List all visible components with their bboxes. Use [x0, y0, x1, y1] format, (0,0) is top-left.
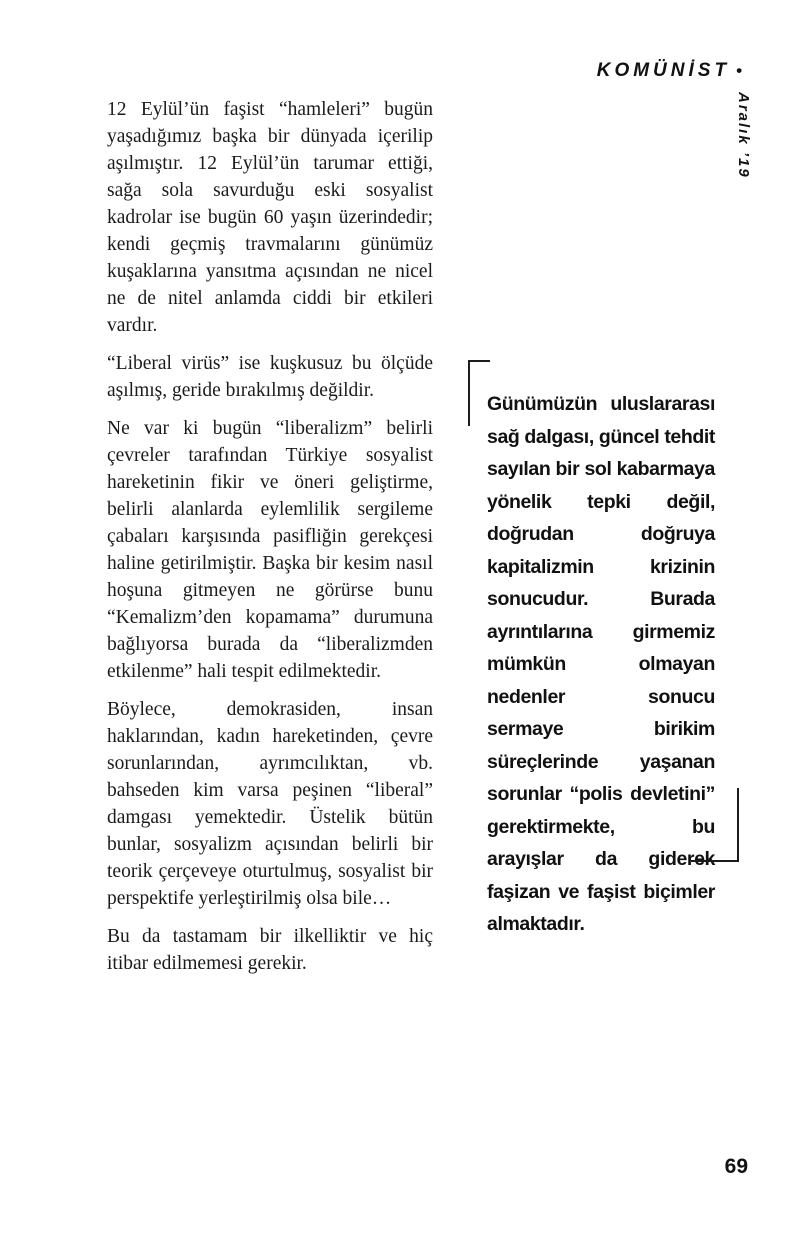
pull-quote: [487, 388, 715, 941]
body-paragraph: Böylece, demokrasiden, insan haklarından, kadın hareketinden, çevre sorunlarından, ayrımcılıktan, vb. bahseden kim varsa peşinen “liberal” damgası yemektedir. Üstelik bütün bunlar, sosyalizm açısından belirli bir teorik çerçeveye oturtulmuş, sosyalist bir perspektife yerleştirilmiş olsa bile…: [107, 699, 433, 909]
pull-quote-text: Günümüzün uluslararası sağ dalgası, güncel tehdit sayılan bir sol kabarmaya yönelik tepki değil, doğrudan doğruya kapitalizmin krizinin sonucudur. Burada ayrıntılarına girmemiz mümkün olmayan nedenler sonucu sermaye birikim süreçlerinde yaşanan sorunlar “polis devletini” gerektirmekte, bu arayışlar da giderek faşizan ve faşist biçimler almaktadır.: [487, 393, 715, 935]
body-paragraph: 12 Eylül’ün faşist “hamleleri” bugün yaşadığımız başka bir dünyada içerilip aşılmıştır. 12 Eylül’ün tarumar ettiği, sağa sola savurduğu eski sosyalist kadrolar ise bugün 60 yaşın üzerindedir; kendi geçmiş travmalarını günümüz kuşaklarına yansıtma açısından ne nicel ne de nitel anlamda ciddi bir etkileri vardır.: [107, 99, 433, 336]
quote-bracket-close: [691, 788, 739, 862]
body-paragraph: Ne var ki bugün “liberalizm” belirli çevreler tarafından Türkiye sosyalist hareketinin fikir ve öneri geliştirme, belirli alanlarda eylemlilik sergileme çabaları karşısında pasifliğin gerekçesi haline getirilmiştir. Başka bir kesim nasıl hoşuna gitmeyen ne görürse bunu “Kemalizm’den kopamama” durumuna bağlıyorsa burada da “liberalizmden etkilenme” hali tespit edilmektedir.: [107, 418, 433, 682]
magazine-title-text: KOMÜNİST: [596, 60, 731, 81]
magazine-title: [597, 60, 742, 82]
issue-date: Aralık ’19: [735, 92, 752, 179]
article-body: [107, 96, 433, 977]
masthead-bullet-icon: •: [736, 61, 742, 80]
body-paragraph: Bu da tastamam bir ilkelliktir ve hiç itibar edilmemesi gerekir.: [107, 926, 433, 974]
body-paragraph: “Liberal virüs” ise kuşkusuz bu ölçüde aşılmış, geride bırakılmış değildir.: [107, 353, 433, 401]
page-number: 69: [724, 1155, 748, 1178]
